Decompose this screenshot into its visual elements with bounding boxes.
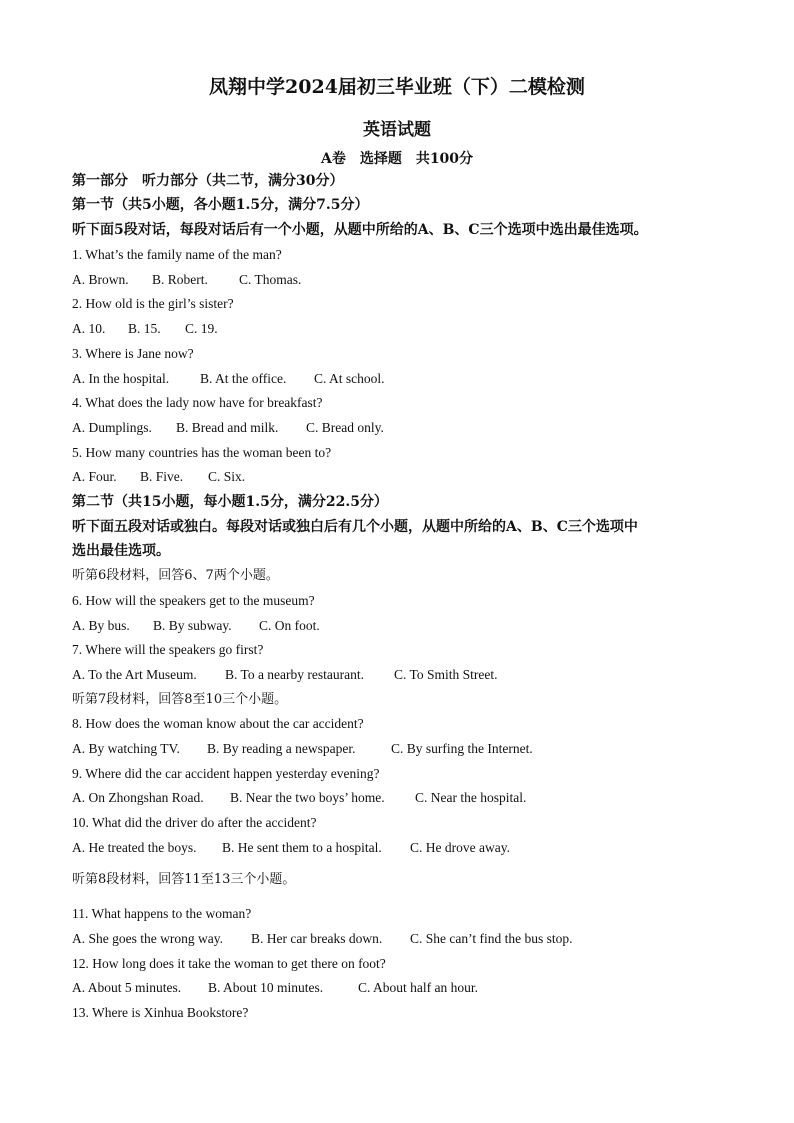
question-9-stem: 9. Where did the car accident happen yesterday evening?	[72, 766, 380, 781]
question-5-options	[72, 469, 245, 485]
question-12-stem: 12. How long does it take the woman to get there on foot?	[72, 956, 386, 971]
question-3-options	[72, 371, 385, 387]
option-a: A. Brown.	[72, 272, 129, 287]
question-13-stem: 13. Where is Xinhua Bookstore?	[72, 1005, 249, 1020]
question-10-options	[72, 840, 510, 856]
option-b: B. By reading a newspaper.	[207, 741, 356, 756]
question-7-options	[72, 667, 497, 683]
option-c: C. Thomas.	[239, 272, 302, 287]
question-5-stem: 5. How many countries has the woman been to?	[72, 445, 332, 460]
note-passage-7: 听第7段材料，回答8至10三个小题。	[72, 692, 288, 707]
option-c: C. Near the hospital.	[415, 790, 527, 805]
option-a: A. 10.	[72, 321, 106, 336]
exam-title: 凤翔中学2024届初三毕业班（下）二模检测	[209, 76, 585, 98]
question-11-options	[72, 931, 573, 947]
option-c: C. He drove away.	[410, 840, 510, 855]
note-passage-6: 听第6段材料，回答6、7两个小题。	[72, 568, 279, 583]
section2-instruction-line1: 听下面五段对话或独白。每段对话或独白后有几个小题，从题中所给的A、B、C三个选项中	[72, 519, 638, 535]
option-a: A. He treated the boys.	[72, 840, 197, 855]
question-10-stem: 10. What did the driver do after the accident?	[72, 815, 317, 830]
option-a: A. She goes the wrong way.	[72, 931, 223, 946]
paper-info: A卷 选择题 共100分	[320, 151, 474, 167]
option-c: C. Six.	[208, 469, 246, 484]
option-b: B. Robert.	[152, 272, 208, 287]
question-6-options	[72, 618, 320, 634]
question-2-options	[72, 321, 218, 337]
option-a: A. Dumplings.	[72, 420, 152, 435]
option-b: B. 15.	[128, 321, 161, 336]
question-2-stem: 2. How old is the girl’s sister?	[72, 296, 234, 311]
question-1-options	[72, 272, 301, 288]
option-a: A. In the hospital.	[72, 371, 170, 386]
question-6-stem: 6. How will the speakers get to the museum?	[72, 593, 315, 608]
option-b: B. By subway.	[153, 618, 232, 633]
option-a: A. To the Art Museum.	[72, 667, 197, 682]
question-3-stem: 3. Where is Jane now?	[72, 346, 194, 361]
question-12-options	[72, 980, 478, 996]
option-b: B. Her car breaks down.	[251, 931, 383, 946]
question-11-stem: 11. What happens to the woman?	[72, 906, 252, 921]
option-c: C. 19.	[185, 321, 218, 336]
option-c: C. At school.	[314, 371, 385, 386]
option-a: A. About 5 minutes.	[72, 980, 182, 995]
option-a: A. By bus.	[72, 618, 130, 633]
option-b: B. To a nearby restaurant.	[225, 667, 365, 682]
option-c: C. By surfing the Internet.	[391, 741, 533, 756]
option-c: C. On foot.	[259, 618, 320, 633]
option-c: C. About half an hour.	[358, 980, 478, 995]
question-7-stem: 7. Where will the speakers go first?	[72, 642, 264, 657]
section2-instruction-line2: 选出最佳选项。	[72, 543, 170, 559]
option-b: B. Near the two boys’ home.	[230, 790, 385, 805]
option-a: A. By watching TV.	[72, 741, 180, 756]
option-a: A. Four.	[72, 469, 117, 484]
option-a: A. On Zhongshan Road.	[72, 790, 204, 805]
option-b: B. He sent them to a hospital.	[222, 840, 382, 855]
section1-instruction: 听下面5段对话，每段对话后有一个小题，从题中所给的A、B、C三个选项中选出最佳选项。	[72, 222, 648, 238]
question-9-options	[72, 790, 526, 806]
note-passage-8: 听第8段材料，回答11至13三个小题。	[72, 872, 296, 887]
question-1-stem: 1. What’s the family name of the man?	[72, 247, 282, 262]
option-b: B. About 10 minutes.	[208, 980, 324, 995]
part1-heading: 第一部分 听力部分（共二节，满分30分）	[72, 173, 344, 189]
option-c: C. To Smith Street.	[394, 667, 498, 682]
question-4-options	[72, 420, 384, 436]
option-b: B. Bread and milk.	[176, 420, 279, 435]
option-c: C. She can’t find the bus stop.	[410, 931, 573, 946]
question-4-stem: 4. What does the lady now have for breakfast?	[72, 395, 323, 410]
question-8-stem: 8. How does the woman know about the car accident?	[72, 716, 364, 731]
section2-heading: 第二节（共15小题，每小题1.5分，满分22.5分）	[72, 494, 388, 510]
question-8-options	[72, 741, 533, 757]
option-b: B. Five.	[140, 469, 184, 484]
section1-heading: 第一节（共5小题，各小题1.5分，满分7.5分）	[72, 197, 369, 213]
option-b: B. At the office.	[200, 371, 287, 386]
exam-subtitle: 英语试题	[363, 120, 431, 140]
option-c: C. Bread only.	[306, 420, 384, 435]
